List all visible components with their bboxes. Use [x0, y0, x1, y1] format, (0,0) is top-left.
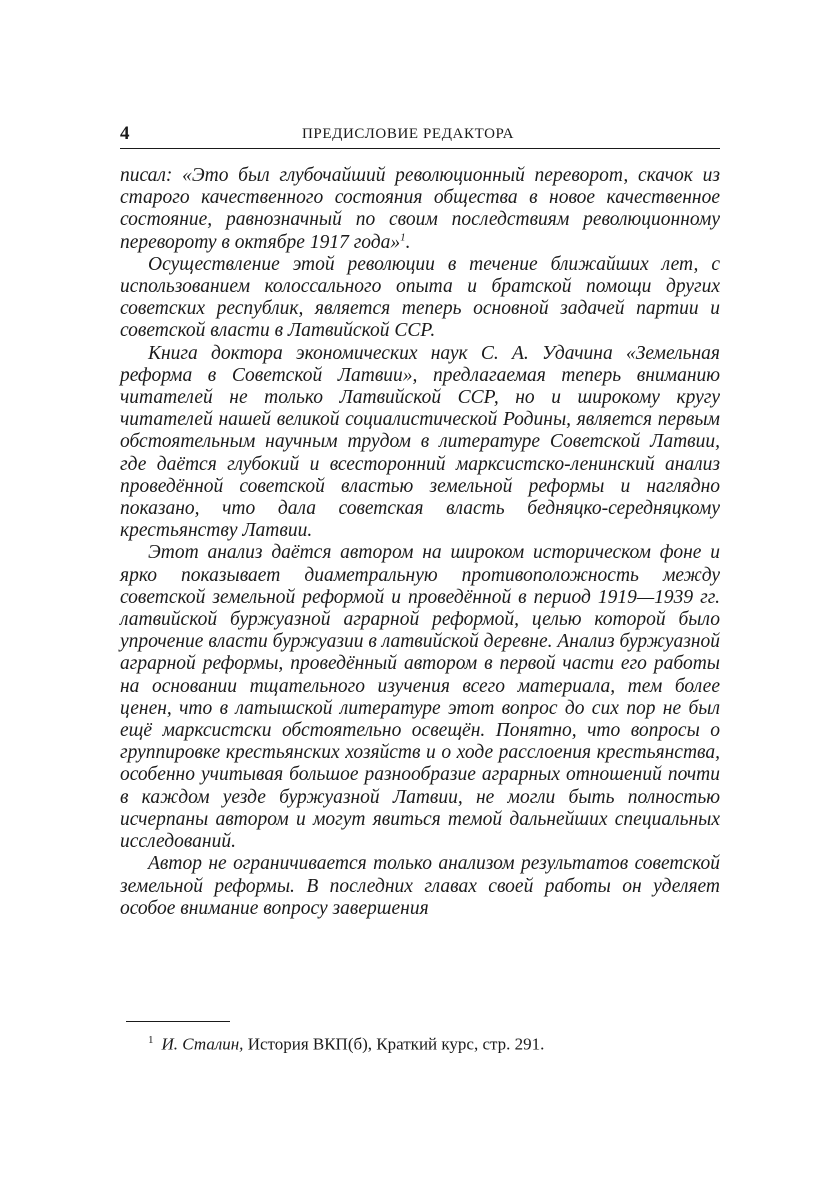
paragraph-1-text: писал: «Это был глубочайший революционный переворот, скачок из старого качественного состояния общества в новое качественное состояние, равнозначный по своим последствиям революционному перевороту в октябре 1917 года»: [120, 165, 720, 253]
paragraph-1-tail: .: [405, 231, 411, 253]
paragraph-2: Осуществление этой революции в течение ближайших лет, с использованием колоссального опыта и братской помощи других советских республик, является теперь основной задачей партии и советской власти в Латвийской ССР.: [120, 253, 720, 342]
header-rule: [120, 148, 720, 149]
paragraph-5: Автор не ограничивается только анализом результатов советской земельной реформы. В последних главах своей работы он уделяет особое внимание вопросу завершения: [120, 853, 720, 919]
footnote-reference: 1: [400, 231, 406, 244]
running-head: [120, 122, 720, 146]
footnote-rule: [126, 1021, 230, 1022]
paragraph-3: Книга доктора экономических наук С. А. Удачина «Земельная реформа в Советской Латвии», предлагаемая теперь вниманию читателей не только Латвийской ССР, но и широкому кругу читателей нашей великой социалистической Родины, является первым обстоятельным научным трудом в литературе Советской Латвии, где даётся глубокий и всесторонний марксистско-ленинский анализ проведённой советской властью земельной реформы и наглядно показано, что дала советская власть бедняцко-середняцкому крестьянству Латвии.: [120, 342, 720, 542]
footnote-mark: 1: [148, 1034, 154, 1046]
running-title: ПРЕДИСЛОВИЕ РЕДАКТОРА: [302, 126, 515, 142]
body-text: [120, 165, 720, 920]
paragraph-1: [120, 165, 720, 254]
paragraph-4: Этот анализ даётся автором на широком историческом фоне и ярко показывает диаметральную противоположность между советской земельной реформой и проведённой в период 1919—1939 гг. латвийской буржуазной аграрной реформой, целью которой было упрочение власти буржуазии в латвийской деревне. Анализ буржуазной аграрной реформы, проведённый автором в первой части его работы на основании тщательного изучения всего материала, тем более ценен, что в латышской литературе этот вопрос до сих пор не был ещё марксистски обстоятельно освещён. Понятно, что вопросы о группировке крестьянских хозяйств и о ходе расслоения крестьянства, особенно учитывая большое разнообразие аграрных отношений почти в каждом уезде буржуазной Латвии, не могли быть полностью исчерпаны автором и могут явиться темой дальнейших специальных исследований.: [120, 542, 720, 853]
footnote-author: И. Сталин,: [161, 1034, 244, 1054]
page-number: 4: [120, 123, 130, 144]
footnote-text: История ВКП(б), Краткий курс, стр. 291.: [247, 1034, 545, 1054]
footnote: [148, 1029, 720, 1056]
